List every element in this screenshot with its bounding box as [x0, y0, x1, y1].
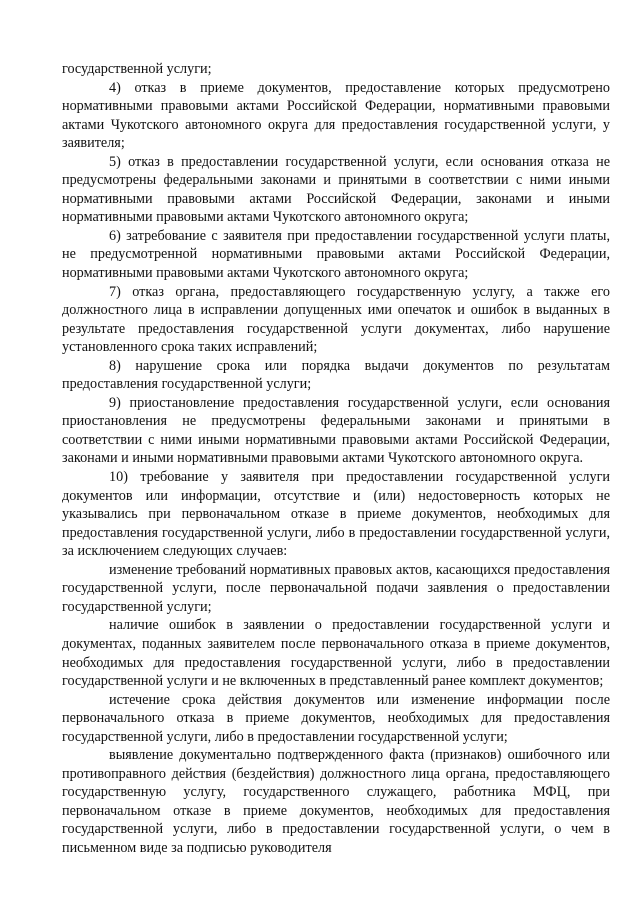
paragraph-continuation: государственной услуги;: [62, 61, 212, 77]
paragraph-exception-1: изменение требований нормативных правовых актов, касающихся предоставления государственной услуги, после первоначальной подачи заявления о предоставлении государственной услуги;: [62, 561, 610, 615]
paragraph-exception-4: выявление документально подтвержденного факта (признаков) ошибочного или противоправного действия (бездействия) должностного лица органа, предоставляющего государственную услугу, государственного служащего, работника МФЦ, при первоначальном отказе в приеме документов, необходимых для предоставления государственной услуги, либо в предоставлении государственной услуги, о чем в письменном виде за подписью руководителя: [62, 747, 610, 856]
paragraph-item-4: 4) отказ в приеме документов, предоставление которых предусмотрено нормативными правовыми актами Российской Федерации, нормативными правовыми актами Чукотского автономного округа для предоставления государственной услуги, у заявителя;: [62, 79, 610, 152]
document-page: [62, 60, 610, 858]
paragraph-item-8: 8) нарушение срока или порядка выдачи документов по результатам предоставления государственной услуги;: [62, 357, 610, 393]
paragraph-item-7: 7) отказ органа, предоставляющего государственную услугу, а также его должностного лица в исправлении допущенных ими опечаток и ошибок в выданных в результате предоставления государственной услуги документах, либо нарушение установленного срока таких исправлений;: [62, 283, 610, 356]
paragraph-item-10: 10) требование у заявителя при предоставлении государственной услуги документов или информации, отсутствие и (или) недостоверность которых не указывались при первоначальном отказе в приеме документов, необходимых для предоставления государственной услуги, либо в предоставлении государственной услуги, за исключением следующих случаев:: [62, 469, 610, 560]
paragraph-exception-3: истечение срока действия документов или изменение информации после первоначального отказа в приеме документов, необходимых для предоставления государственной услуги, либо в предоставлении государственной услуги;: [62, 691, 610, 745]
paragraph-item-5: 5) отказ в предоставлении государственной услуги, если основания отказа не предусмотрены федеральными законами и принятыми в соответствии с ними иными нормативными правовыми актами Российской Федерации, законами и иными нормативными правовыми актами Чукотского автономного округа;: [62, 153, 610, 226]
paragraph-item-9: 9) приостановление предоставления государственной услуги, если основания приостановления не предусмотрены федеральными законами и принятыми в соответствии с ними иными нормативными правовыми актами Российской Федерации, законами и иными нормативными правовыми актами Чукотского автономного округа.: [62, 394, 610, 467]
paragraph-item-6: 6) затребование с заявителя при предоставлении государственной услуги платы, не предусмотренной нормативными правовыми актами Российской Федерации, нормативными правовыми актами Чукотского автономного округа;: [62, 227, 610, 282]
paragraph-exception-2: наличие ошибок в заявлении о предоставлении государственной услуги и документах, поданных заявителем после первоначального отказа в приеме документов, необходимых для предоставления государственной услуги, либо в предоставлении государственной услуги и не включенных в представленный ранее комплект документов;: [62, 617, 610, 690]
